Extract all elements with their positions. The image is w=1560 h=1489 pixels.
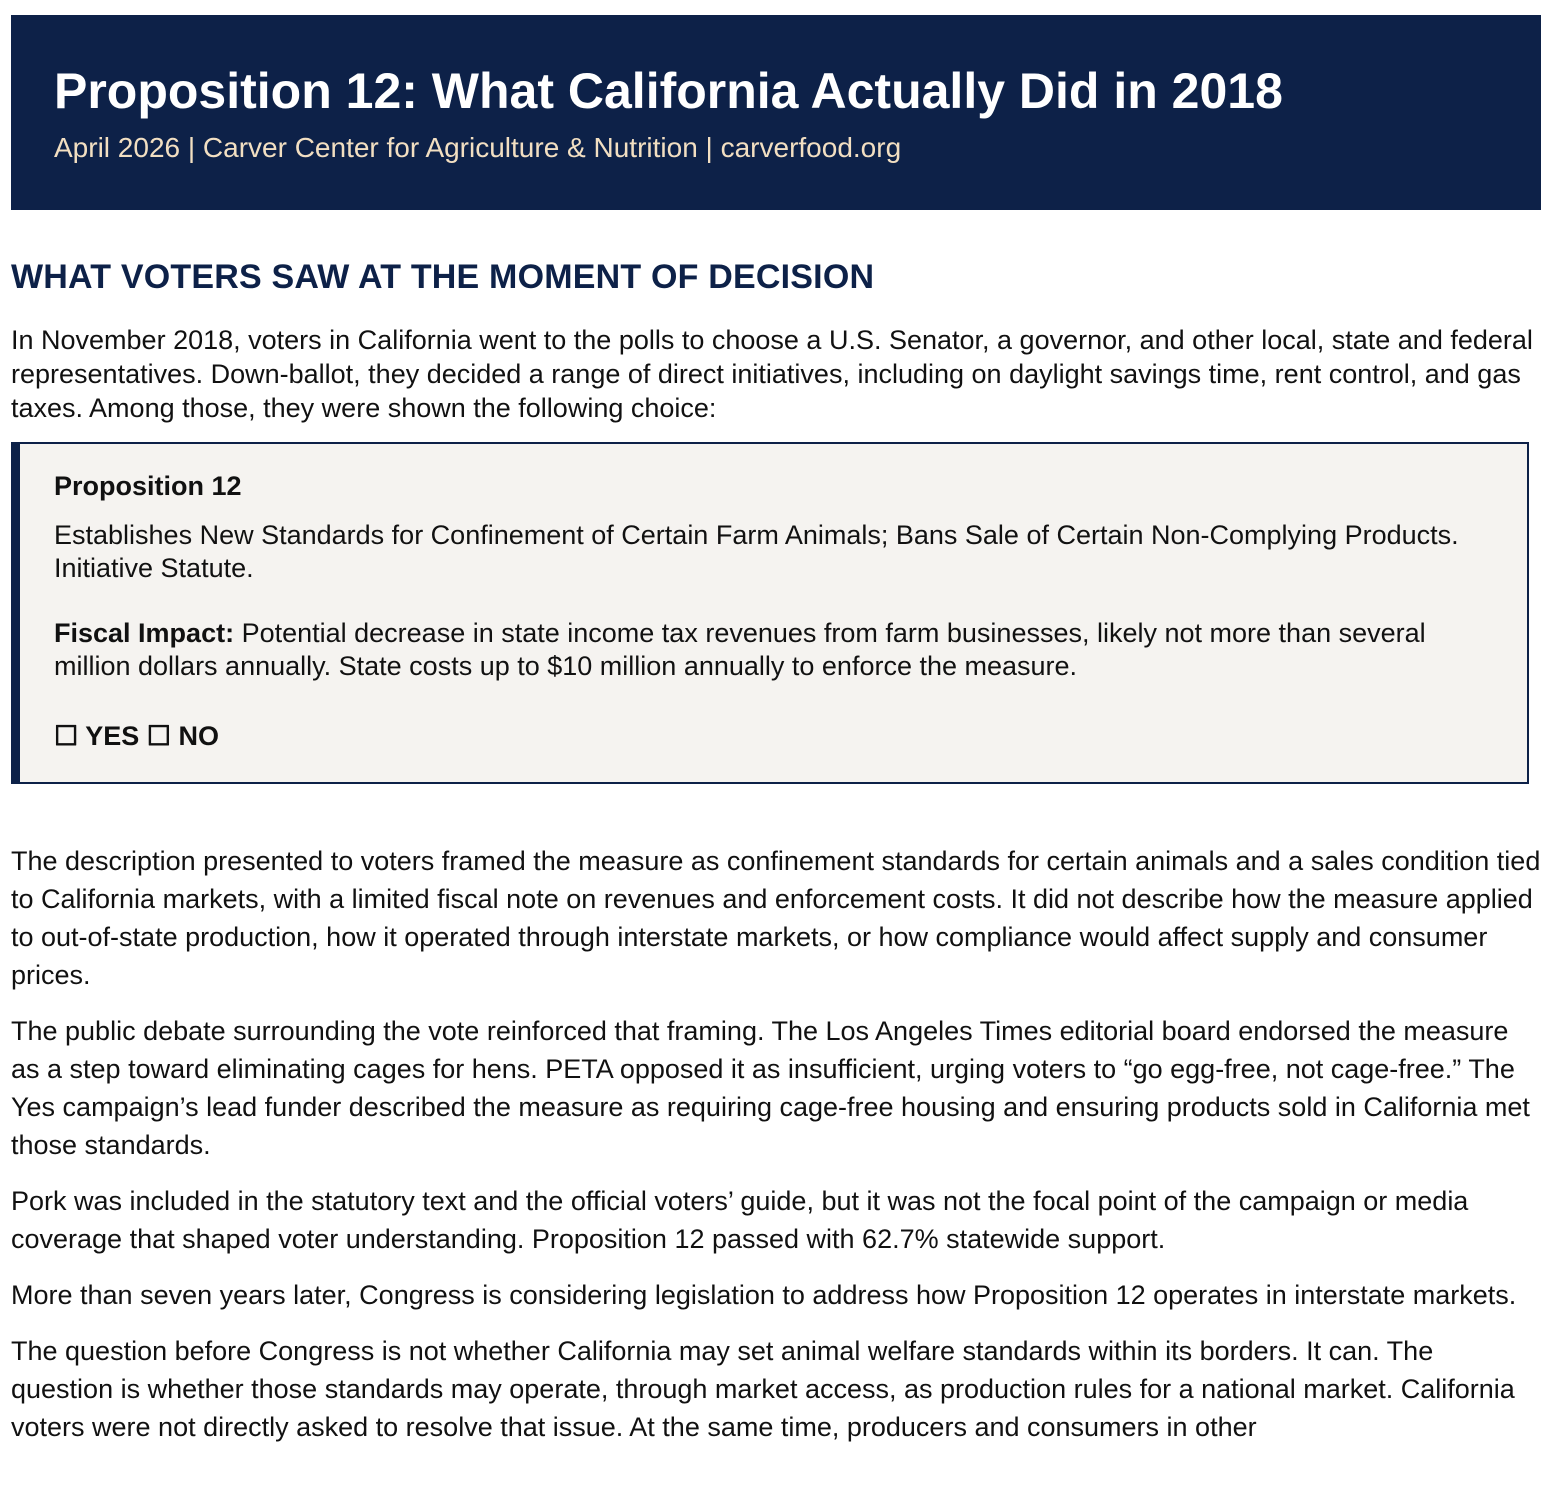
body-paragraph: More than seven years later, Congress is considering legislation to address how Proposition 12 operates in interstate markets. xyxy=(11,1280,1517,1310)
fiscal-impact-text: Potential decrease in state income tax revenues from farm businesses, likely not more than several million dollars annually. State costs up to $10 million annually to enforce the measure. xyxy=(54,618,1426,681)
body-paragraph: The public debate surrounding the vote reinforced that framing. The Los Angeles Times editorial board endorsed the measure as a step toward eliminating cages for hens. PETA opposed it as insufficient, urging voters to “go egg-free, not cage-free.” The Yes campaign’s lead funder described the measure as requiring cage-free housing and ensuring products sold in California met those standards. xyxy=(11,1016,1530,1160)
ballot-box xyxy=(11,442,1529,784)
ballot-choices: ☐ YES ☐ NO xyxy=(54,721,219,751)
section-heading: WHAT VOTERS SAW AT THE MOMENT OF DECISION xyxy=(11,258,875,296)
report-meta: April 2026 | Carver Center for Agriculture & Nutrition | carverfood.org xyxy=(54,132,902,163)
intro-paragraph: In November 2018, voters in California went to the polls to choose a U.S. Senator, a governor, and other local, state and federal representatives. Down-ballot, they decided a range of direct initiatives, including on daylight savings time, rent control, and gas taxes. Among those, they were shown the following choice: xyxy=(11,325,1533,423)
ballot-description: Establishes New Standards for Confinement of Certain Farm Animals; Bans Sale of Certain Non-Complying Products. Initiative Statute. xyxy=(54,520,1459,583)
ballot-title: Proposition 12 xyxy=(54,471,242,501)
main-content xyxy=(11,255,1541,1464)
body-paragraph: The description presented to voters framed the measure as confinement standards for certain animals and a sales condition tied to California markets, with a limited fiscal note on revenues and enforcement costs. It did not describe how the measure applied to out-of-state production, how it operated through interstate markets, or how compliance would affect supply and consumer prices. xyxy=(11,846,1541,990)
report-title: Proposition 12: What California Actually Did in 2018 xyxy=(54,63,1283,119)
report-header xyxy=(11,15,1541,210)
body-paragraphs xyxy=(11,842,1541,1446)
ballot-fiscal-impact xyxy=(54,617,1493,683)
body-paragraph: The question before Congress is not whether California may set animal welfare standards within its borders. It can. The question is whether those standards may operate, through market access, as production rules for a national market. California voters were not directly asked to resolve that issue. At the same time, producers and consumers in other xyxy=(11,1336,1515,1442)
body-paragraph: Pork was included in the statutory text and the official voters’ guide, but it was not the focal point of the campaign or media coverage that shaped voter understanding. Proposition 12 passed with 62.7% statewide support. xyxy=(11,1186,1469,1254)
fiscal-impact-label: Fiscal Impact: xyxy=(54,618,235,648)
